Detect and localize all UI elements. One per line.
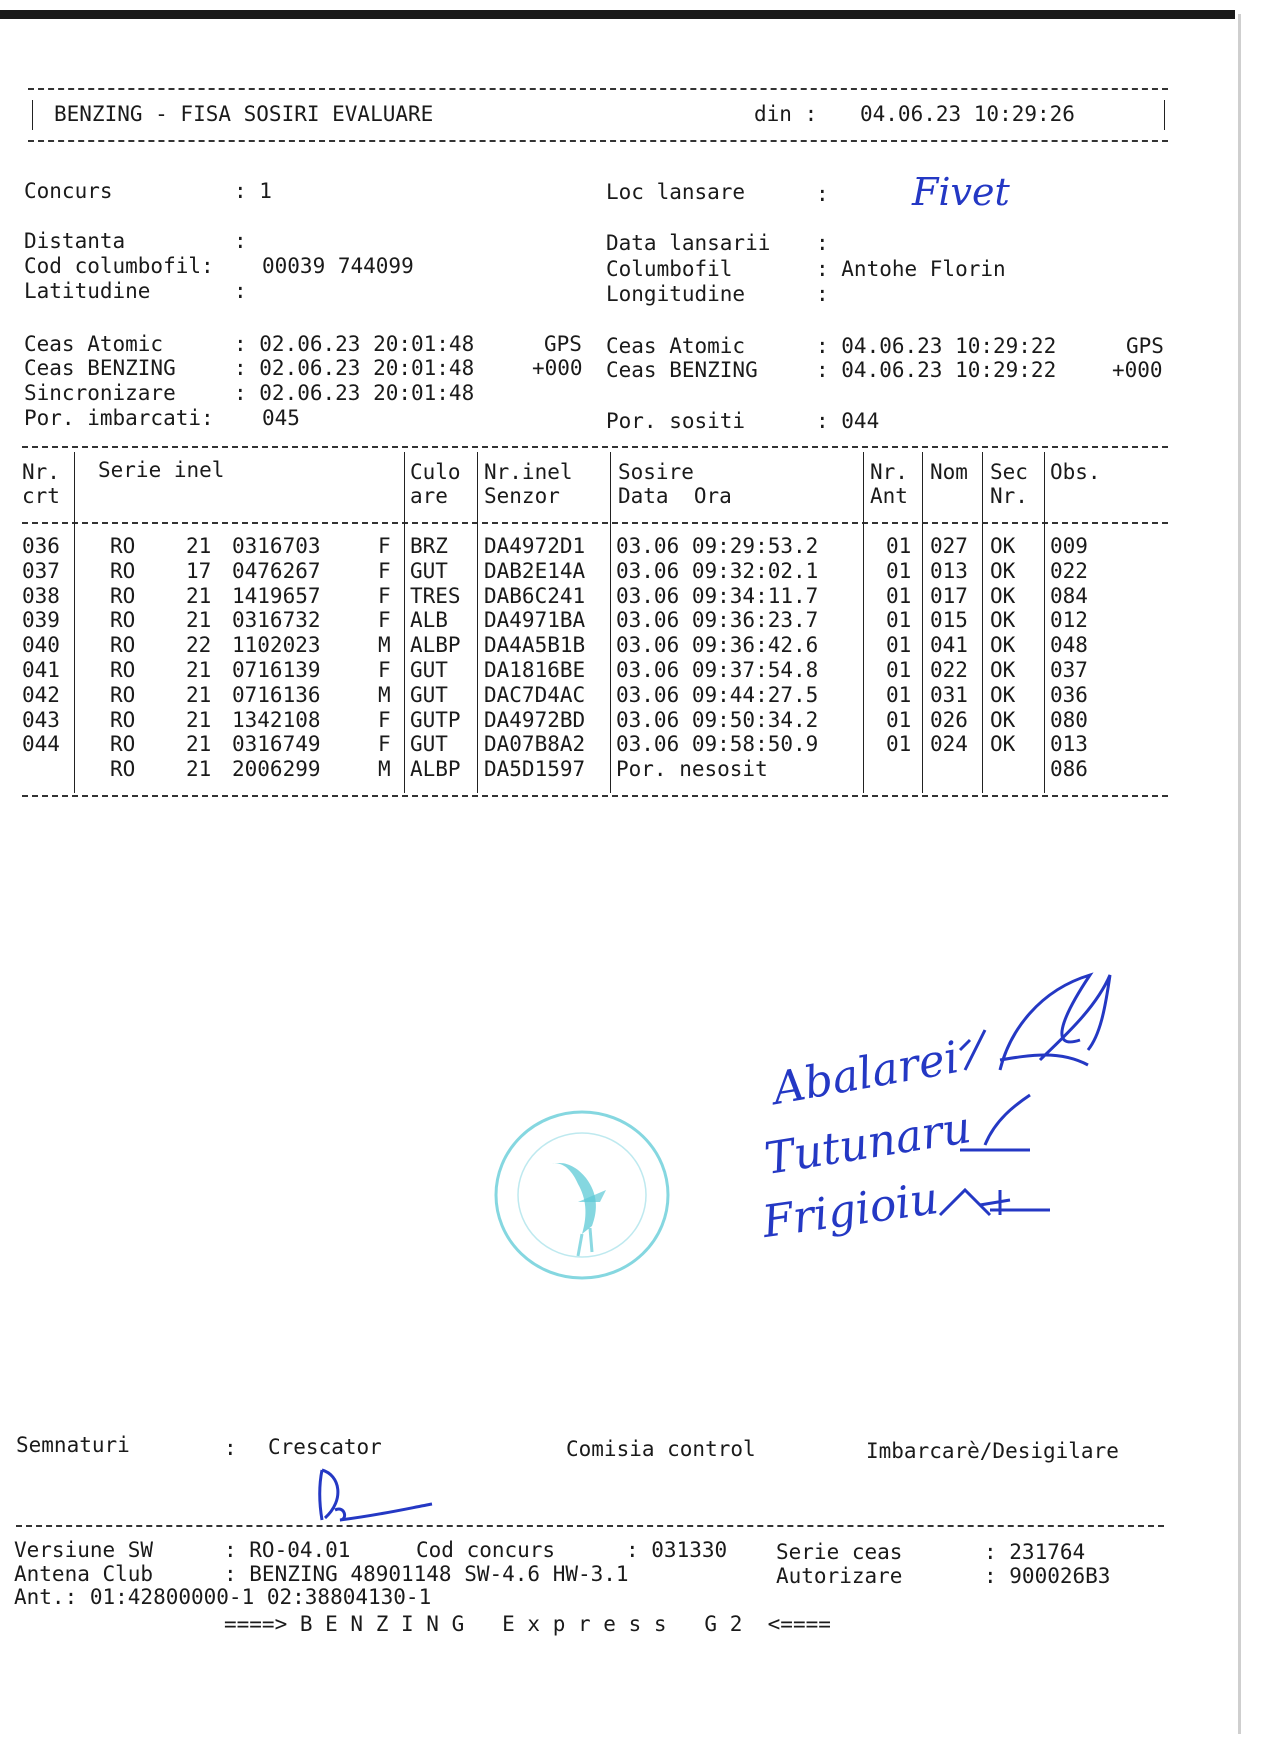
row-country: RO (110, 633, 136, 658)
ceas-benzing-2-value: : 04.06.23 10:29:22 (816, 358, 1057, 382)
row-arrival: 03.06 09:36:23.7 (616, 608, 819, 633)
row-color: ALB (410, 608, 448, 633)
row-sec: OK (990, 583, 1016, 608)
row-sex: M (378, 682, 391, 707)
longitudine-value: : (816, 282, 829, 306)
header-serie: Serie inel (98, 458, 225, 482)
row-sex: F (378, 707, 391, 732)
row-ring: 0716136 (232, 682, 321, 707)
row-obs: 037 (1050, 658, 1088, 682)
autorizare-label: Autorizare (776, 1564, 903, 1588)
row-arrival: 03.06 09:50:34.2 (616, 707, 819, 732)
antena-value: : BENZING 48901148 SW-4.6 HW-3.1 (224, 1562, 629, 1586)
row-country: RO (110, 658, 136, 682)
row-year: 21 (186, 658, 212, 682)
row-nr: 041 (22, 658, 60, 682)
serie-ceas-label: Serie ceas (776, 1540, 903, 1564)
ceas-benzing-1-value: : 02.06.23 20:01:48 (234, 356, 475, 380)
row-year: 21 (186, 608, 212, 633)
row-obs: 009 (1050, 534, 1088, 558)
header-sosire: Sosire (618, 460, 694, 484)
cod-concurs-label: Cod concurs (416, 1538, 556, 1562)
row-year: 21 (186, 583, 212, 608)
header-crt: crt (22, 484, 60, 508)
loc-sep: : (816, 182, 829, 206)
distanta-value: : (234, 229, 247, 253)
concurs-value: : 1 (234, 179, 272, 203)
row-color: ALBP (410, 633, 461, 658)
row-ant: 01 (886, 558, 912, 583)
row-ring: 0316749 (232, 732, 321, 757)
row-arrival: 03.06 09:58:50.9 (616, 732, 819, 757)
row-sec: OK (990, 707, 1016, 732)
row-color: TRES (410, 583, 461, 608)
por-sositi-value: : 044 (816, 409, 880, 433)
row-country: RO (110, 732, 136, 757)
row-ring: 1102023 (232, 633, 321, 658)
row-year: 22 (186, 633, 212, 658)
cod-label: Cod columbofil: (24, 254, 214, 278)
versiune-value: : RO-04.01 (224, 1538, 351, 1562)
row-obs: 084 (1050, 583, 1088, 608)
club-stamp (490, 1106, 674, 1284)
row-country: RO (110, 757, 136, 782)
ceas-atomic-1-suffix: GPS (544, 332, 582, 356)
row-color: GUTP (410, 707, 461, 732)
row-nom: 027 (930, 534, 968, 558)
scan-right-edge (1238, 14, 1241, 1734)
row-sec: OK (990, 633, 1016, 658)
scan-top-edge (0, 10, 1235, 19)
header-ant: Ant (870, 484, 908, 508)
row-sensor: DA4972BD (484, 707, 586, 732)
ceas-atomic-1-value: : 02.06.23 20:01:48 (234, 332, 475, 356)
row-country: RO (110, 558, 136, 583)
ant-line: Ant.: 01:42800000-1 02:38804130-1 (14, 1585, 432, 1609)
ceas-atomic-2-suffix: GPS (1126, 334, 1164, 358)
por-imbarcati-value: 045 (262, 406, 300, 430)
row-nom: 013 (930, 558, 968, 583)
row-country: RO (110, 707, 136, 732)
header-nr-ant: Nr. (870, 460, 908, 484)
header-nom: Nom (930, 460, 968, 484)
header-culo: Culo (410, 460, 461, 484)
row-sensor: DA4971BA (484, 608, 586, 633)
cod-value: 00039 744099 (262, 254, 414, 278)
row-ring: 0716139 (232, 658, 321, 682)
row-obs: 013 (1050, 732, 1088, 757)
row-arrival: 03.06 09:36:42.6 (616, 633, 819, 658)
row-year: 21 (186, 534, 212, 558)
por-imbarcati-label: Por. imbarcati: (24, 406, 214, 430)
distanta-label: Distanta (24, 229, 126, 253)
ceas-benzing-2-suffix: +000 (1112, 358, 1163, 382)
row-ant: 01 (886, 583, 912, 608)
row-nom: 026 (930, 707, 968, 732)
row-color: ALBP (410, 757, 461, 782)
row-ring: 2006299 (232, 757, 321, 782)
sincronizare-label: Sincronizare (24, 381, 176, 405)
latitudine-label: Latitudine (24, 279, 151, 303)
row-ant: 01 (886, 707, 912, 732)
row-sex: F (378, 658, 391, 682)
din-value: 04.06.23 10:29:26 (860, 102, 1075, 126)
row-sensor: DAB2E14A (484, 558, 586, 583)
row-sensor: DA4972D1 (484, 534, 586, 558)
crescator-signature (0, 0, 1, 1)
row-sec: OK (990, 658, 1016, 682)
row-nom: 031 (930, 682, 968, 707)
concurs-label: Concurs (24, 179, 113, 203)
row-obs: 086 (1050, 757, 1088, 782)
row-ant: 01 (886, 534, 912, 558)
row-sec: OK (990, 558, 1016, 583)
row-nr: 043 (22, 707, 60, 732)
row-arrival: 03.06 09:34:11.7 (616, 583, 819, 608)
semnaturi-sep: : (224, 1436, 237, 1460)
row-sex: F (378, 534, 391, 558)
row-sensor: DA5D1597 (484, 757, 586, 782)
row-sensor: DAC7D4AC (484, 682, 586, 707)
row-sec: OK (990, 682, 1016, 707)
row-arrival: 03.06 09:32:02.1 (616, 558, 819, 583)
row-nr: 039 (22, 608, 60, 633)
header-nr: Nr. (22, 460, 60, 484)
row-nr: 038 (22, 583, 60, 608)
ceas-benzing-2-label: Ceas BENZING (606, 358, 758, 382)
data-lansarii-label: Data lansarii (606, 231, 771, 255)
row-sex: F (378, 608, 391, 633)
row-ring: 0316703 (232, 534, 321, 558)
header-senzor: Senzor (484, 484, 560, 508)
ceas-atomic-1-label: Ceas Atomic (24, 332, 164, 356)
header-sec: Sec (990, 460, 1028, 484)
row-obs: 080 (1050, 707, 1088, 732)
autorizare-value: : 900026B3 (984, 1564, 1111, 1588)
semnaturi-label: Semnaturi (16, 1433, 130, 1457)
row-color: GUT (410, 682, 448, 707)
row-color: GUT (410, 558, 448, 583)
header-data-ora: Data Ora (618, 484, 732, 508)
row-ant: 01 (886, 608, 912, 633)
row-sex: F (378, 583, 391, 608)
ceas-atomic-2-label: Ceas Atomic (606, 334, 746, 358)
longitudine-label: Longitudine (606, 282, 746, 306)
comisia-label: Comisia control (566, 1437, 756, 1461)
data-lansarii-value: : (816, 231, 829, 255)
por-sositi-label: Por. sositi (606, 409, 746, 433)
row-sex: M (378, 757, 391, 782)
row-sec: OK (990, 732, 1016, 757)
row-arrival: 03.06 09:44:27.5 (616, 682, 819, 707)
row-ring: 0316732 (232, 608, 321, 633)
sincronizare-value: : 02.06.23 20:01:48 (234, 381, 475, 405)
ceas-benzing-1-label: Ceas BENZING (24, 356, 176, 380)
page-title: BENZING - FISA SOSIRI EVALUARE (54, 102, 434, 126)
row-sensor: DAB6C241 (484, 583, 586, 608)
header-are: are (410, 484, 448, 508)
row-country: RO (110, 682, 136, 707)
row-year: 21 (186, 732, 212, 757)
header-nrinel: Nr.inel (484, 460, 573, 484)
ceas-benzing-1-suffix: +000 (532, 356, 583, 380)
row-arrival: 03.06 09:37:54.8 (616, 658, 819, 682)
row-obs: 012 (1050, 608, 1088, 633)
row-sex: F (378, 558, 391, 583)
row-nom: 022 (930, 658, 968, 682)
row-obs: 048 (1050, 633, 1088, 658)
row-sex: M (378, 633, 391, 658)
row-year: 21 (186, 757, 212, 782)
row-ant: 01 (886, 658, 912, 682)
row-nr: 036 (22, 534, 60, 558)
row-nom: 024 (930, 732, 968, 757)
handwritten-name-3: Frigioiu (759, 1172, 942, 1249)
header-sec-nr: Nr. (990, 484, 1028, 508)
row-ant: 01 (886, 682, 912, 707)
row-year: 21 (186, 682, 212, 707)
row-year: 21 (186, 707, 212, 732)
handwritten-name-1: Abalarei (768, 1032, 963, 1115)
header-obs: Obs. (1050, 460, 1101, 484)
row-nr: 044 (22, 732, 60, 757)
row-country: RO (110, 608, 136, 633)
row-obs: 036 (1050, 682, 1088, 707)
row-nr: 042 (22, 682, 60, 707)
row-ant: 01 (886, 732, 912, 757)
row-ant: 01 (886, 633, 912, 658)
ceas-atomic-2-value: : 04.06.23 10:29:22 (816, 334, 1057, 358)
row-obs: 022 (1050, 558, 1088, 583)
row-nom: 017 (930, 583, 968, 608)
row-color: BRZ (410, 534, 448, 558)
row-sec: OK (990, 534, 1016, 558)
row-color: GUT (410, 732, 448, 757)
handwritten-name-2: Tutunaru (761, 1102, 975, 1185)
row-sex: F (378, 732, 391, 757)
row-sensor: DA1816BE (484, 658, 586, 682)
loc-handwritten: Fivet (912, 170, 1010, 214)
row-nom: 015 (930, 608, 968, 633)
row-nr: 037 (22, 558, 60, 583)
row-country: RO (110, 534, 136, 558)
row-arrival: 03.06 09:29:53.2 (616, 534, 819, 558)
crescator-label: Crescator (268, 1435, 382, 1459)
loc-label: Loc lansare (606, 180, 746, 204)
row-sensor: DA07B8A2 (484, 732, 586, 757)
latitudine-value: : (234, 279, 247, 303)
row-ring: 1419657 (232, 583, 321, 608)
row-year: 17 (186, 558, 212, 583)
versiune-label: Versiune SW (14, 1538, 154, 1562)
row-arrival: Por. nesosit (616, 757, 768, 782)
row-color: GUT (410, 658, 448, 682)
brand-line: ====> B E N Z I N G E x p r e s s G 2 <==== (224, 1612, 831, 1636)
antena-label: Antena Club (14, 1562, 154, 1586)
columbofil-label: Columbofil (606, 257, 733, 281)
serie-ceas-value: : 231764 (984, 1540, 1086, 1564)
row-ring: 0476267 (232, 558, 321, 583)
row-nr: 040 (22, 633, 60, 658)
columbofil-value: : Antohe Florin (816, 257, 1006, 281)
row-ring: 1342108 (232, 707, 321, 732)
row-sensor: DA4A5B1B (484, 633, 586, 658)
imbarcare-label: Imbarcarè/Desigilare (866, 1439, 1119, 1463)
cod-concurs-value: : 031330 (626, 1538, 728, 1562)
row-country: RO (110, 583, 136, 608)
din-label: din : (754, 102, 818, 126)
row-sec: OK (990, 608, 1016, 633)
row-nom: 041 (930, 633, 968, 658)
